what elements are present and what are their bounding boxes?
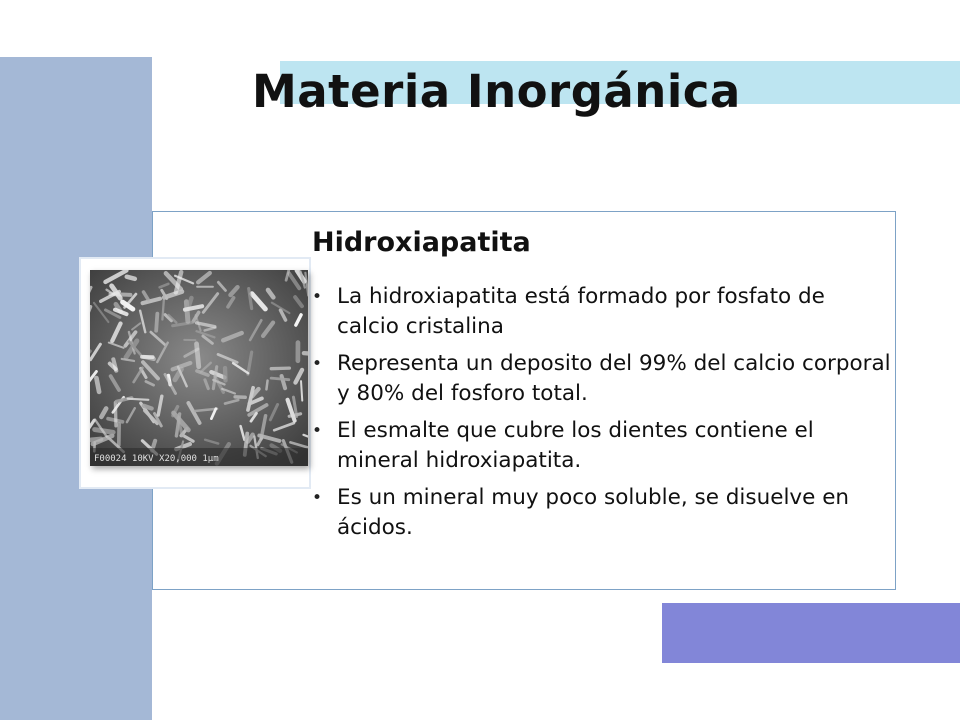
bullet-item [312, 282, 892, 342]
slide-title: Materia Inorgánica [252, 65, 741, 118]
bullet-text: La hidroxiapatita está formado por fosfato de calcio cristalina [337, 284, 825, 339]
image-caption: F00024 10KV X20,000 1μm [94, 454, 219, 464]
bullet-text: Representa un deposito del 99% del calcio corporal y 80% del fosforo total. [337, 351, 891, 406]
bullet-list [312, 282, 892, 550]
bullet-item [312, 349, 892, 409]
accent-block [662, 603, 960, 663]
bullet-text: Es un mineral muy poco soluble, se disuelve en ácidos. [337, 485, 850, 540]
microscope-image-icon [90, 270, 308, 466]
bullet-icon: • [312, 488, 323, 508]
bullet-icon: • [312, 354, 323, 374]
bullet-text: El esmalte que cubre los dientes contiene el mineral hidroxiapatita. [337, 418, 814, 473]
bullet-icon: • [312, 287, 323, 307]
bullet-icon: • [312, 421, 323, 441]
bullet-item [312, 483, 892, 543]
bullet-item [312, 416, 892, 476]
section-subtitle: Hidroxiapatita [312, 227, 531, 258]
